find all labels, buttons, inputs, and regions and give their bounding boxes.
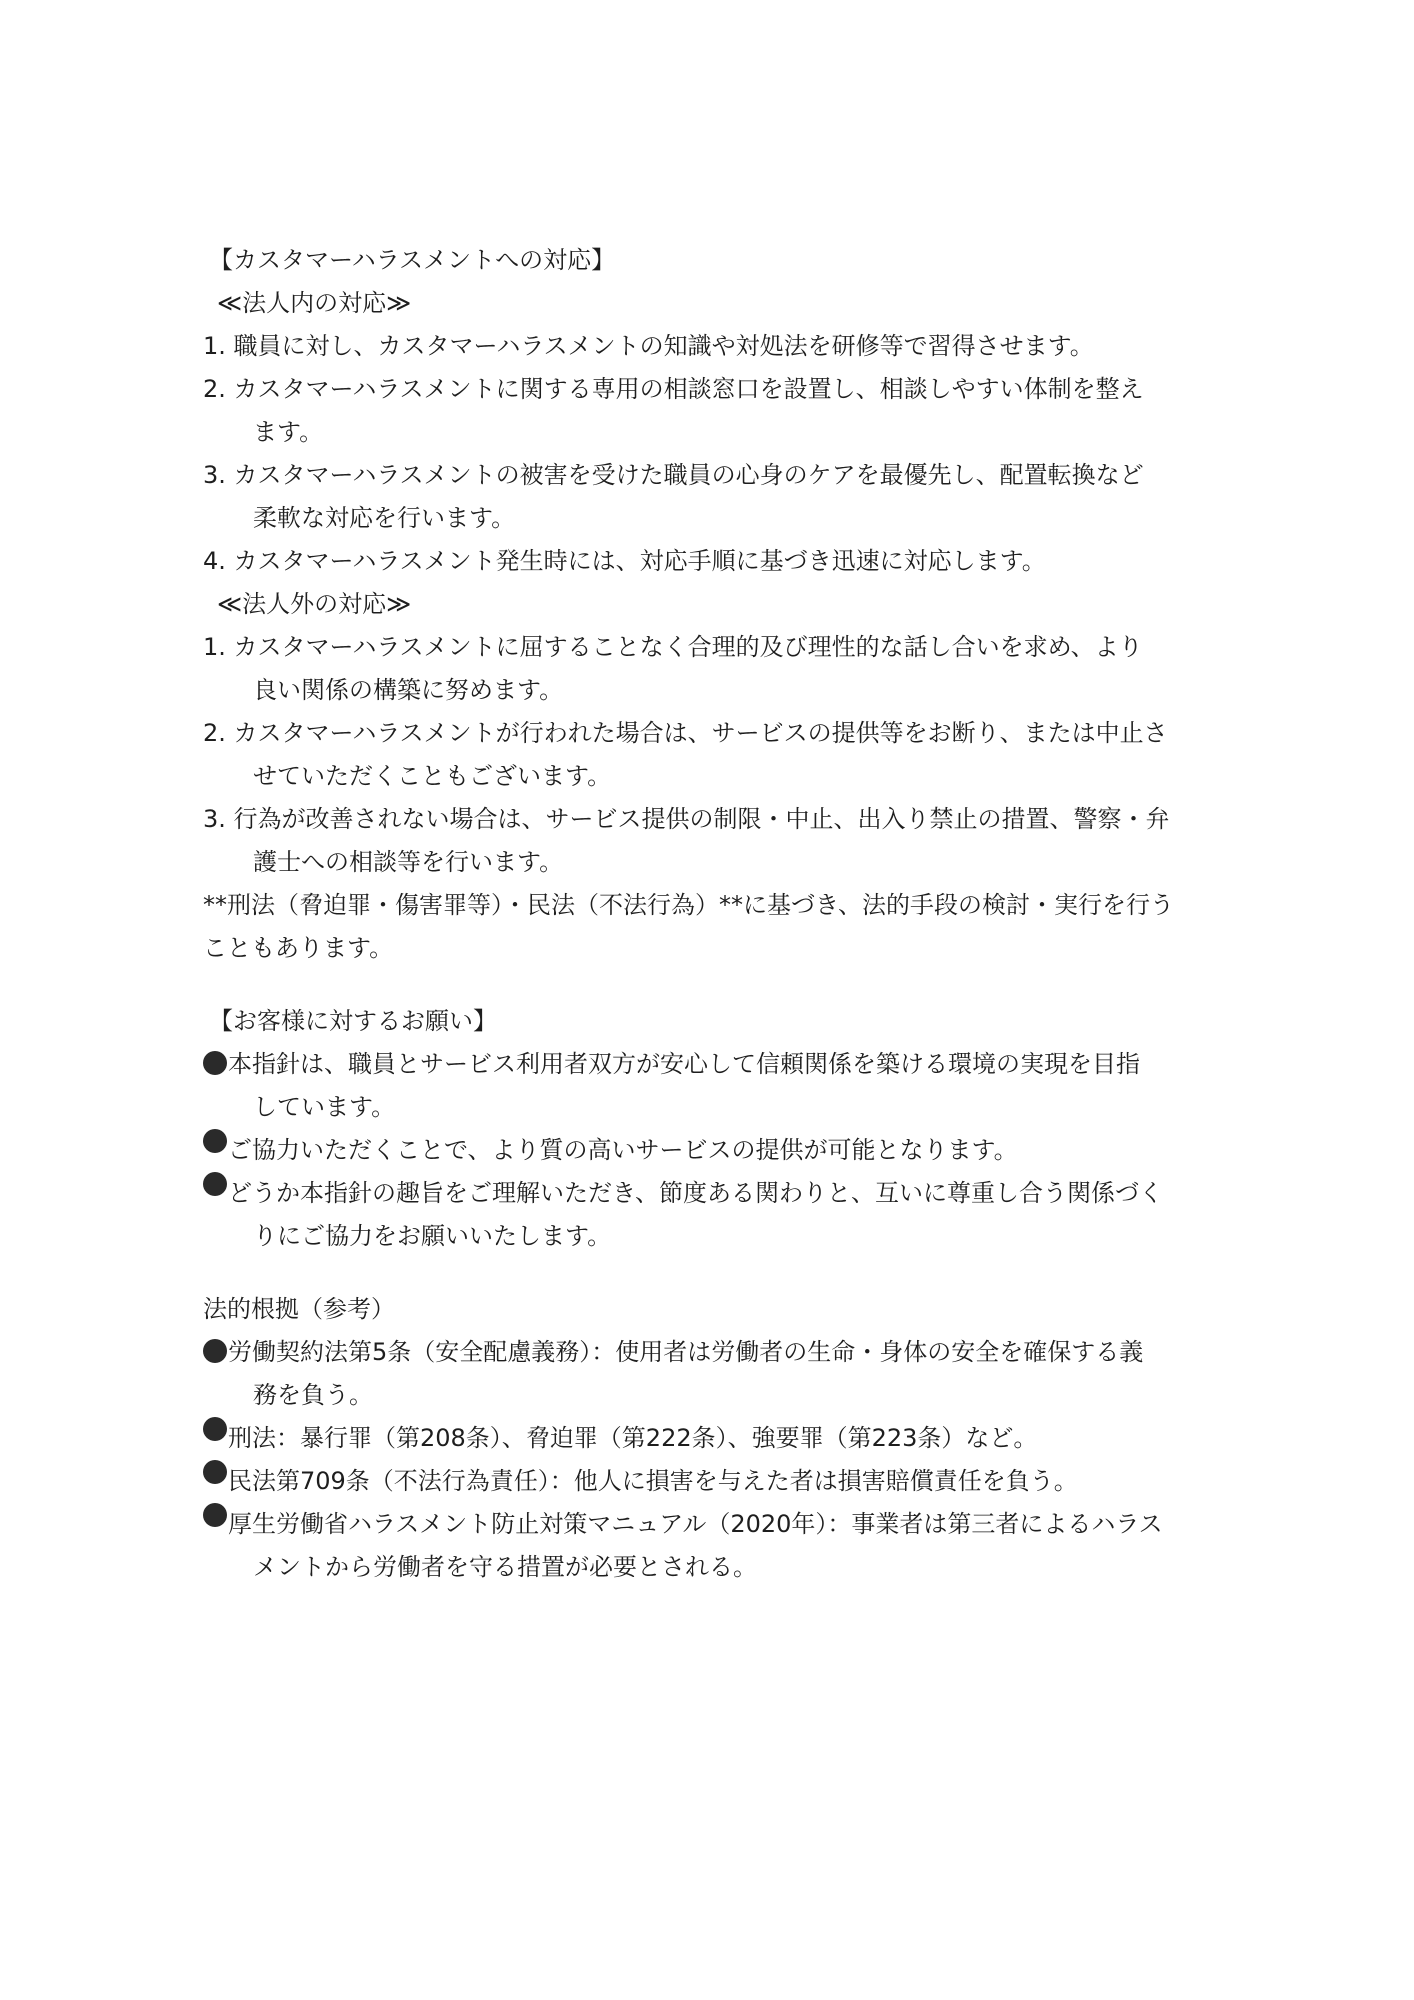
- internal-list: [203, 325, 1223, 583]
- subheading-external: ≪法人外の対応≫: [217, 590, 412, 618]
- list-item: [203, 1460, 1223, 1503]
- list-item: [203, 325, 1223, 368]
- list-item: [203, 368, 1223, 411]
- item-text: 労働契約法第5条（安全配慮義務）：使用者は労働者の生命・身体の安全を確保する義: [228, 1338, 1144, 1366]
- bullet-icon: [203, 1129, 227, 1153]
- item-text: カスタマーハラスメントに屈することなく合理的及び理性的な話し合いを求め、より: [233, 633, 1143, 661]
- bullet-icon: [203, 1417, 227, 1441]
- item-number: 1.: [203, 332, 226, 360]
- document-page: [203, 239, 1223, 1589]
- item-text: カスタマーハラスメントが行われた場合は、サービスの提供等をお断り、または中止さ: [233, 719, 1168, 747]
- item-text: カスタマーハラスメント発生時には、対応手順に基づき迅速に対応します。: [233, 547, 1046, 575]
- bullet-icon: [203, 1339, 227, 1363]
- item-text: カスタマーハラスメントの被害を受けた職員の心身のケアを最優先し、配置転換など: [233, 461, 1144, 489]
- spacer: [203, 970, 1223, 1000]
- list-item: [203, 540, 1223, 583]
- list-item: [203, 1043, 1223, 1086]
- item-number: 3.: [203, 805, 226, 833]
- item-text: 本指針は、職員とサービス利用者双方が安心して信頼関係を築ける環境の実現を目指: [228, 1050, 1140, 1078]
- item-text: カスタマーハラスメントに関する専用の相談窓口を設置し、相談しやすい体制を整え: [233, 375, 1144, 403]
- bullet-icon: [203, 1051, 227, 1075]
- item-text-continued: しています。: [253, 1093, 396, 1121]
- item-text-continued: メントから労働者を守る措置が必要とされる。: [253, 1553, 757, 1581]
- list-item: [203, 798, 1223, 841]
- external-list: [203, 626, 1223, 884]
- subheading-internal: ≪法人内の対応≫: [217, 289, 412, 317]
- item-text: 厚生労働省ハラスメント防止対策マニュアル（2020年）：事業者は第三者によるハラス: [228, 1510, 1163, 1538]
- item-text: ご協力いただくことで、より質の高いサービスの提供が可能となります。: [228, 1136, 1018, 1164]
- item-number: 2.: [203, 375, 226, 403]
- item-text-continued: 良い関係の構築に努めます。: [253, 676, 564, 704]
- list-item: [203, 1129, 1223, 1172]
- item-text-continued: 務を負う。: [253, 1381, 373, 1409]
- list-item: [203, 712, 1223, 755]
- item-text: 民法第709条（不法行為責任）：他人に損害を与えた者は損害賠償責任を負う。: [228, 1467, 1078, 1495]
- legal-basis-list: [203, 1331, 1223, 1589]
- section-title-legal-basis: 法的根拠（参考）: [203, 1295, 395, 1323]
- list-item: [203, 1331, 1223, 1374]
- item-number: 1.: [203, 633, 226, 661]
- item-text: 職員に対し、カスタマーハラスメントの知識や対処法を研修等で習得させます。: [233, 332, 1094, 360]
- item-text-continued: ます。: [253, 418, 324, 446]
- item-number: 3.: [203, 461, 226, 489]
- bullet-icon: [203, 1503, 227, 1527]
- bullet-icon: [203, 1172, 227, 1196]
- item-text-continued: 護士への相談等を行います。: [253, 848, 564, 876]
- item-text: 行為が改善されない場合は、サービス提供の制限・中止、出入り禁止の措置、警察・弁: [233, 805, 1170, 833]
- section-title-requests: 【お客様に対するお願い】: [209, 1007, 497, 1035]
- list-item: [203, 1417, 1223, 1460]
- section-title-customer-harassment: 【カスタマーハラスメントへの対応】: [209, 246, 616, 274]
- item-number: 2.: [203, 719, 226, 747]
- spacer: [203, 1258, 1223, 1288]
- item-text-continued: せていただくこともございます。: [253, 762, 612, 790]
- list-item: [203, 1172, 1223, 1215]
- list-item: [203, 1503, 1223, 1546]
- requests-list: [203, 1043, 1223, 1258]
- item-text-continued: 柔軟な対応を行います。: [253, 504, 516, 532]
- item-text: どうか本指針の趣旨をご理解いただき、節度ある関わりと、互いに尊重し合う関係づく: [228, 1179, 1164, 1207]
- legal-note-continued: こともあります。: [203, 934, 394, 962]
- legal-note: **刑法（脅迫罪・傷害罪等）・民法（不法行為）**に基づき、法的手段の検討・実行を行う: [203, 891, 1175, 919]
- list-item: [203, 626, 1223, 669]
- item-text: 刑法：暴行罪（第208条）、脅迫罪（第222条）、強要罪（第223条）など。: [228, 1424, 1038, 1452]
- list-item: [203, 454, 1223, 497]
- bullet-icon: [203, 1460, 227, 1484]
- item-number: 4.: [203, 547, 226, 575]
- item-text-continued: りにご協力をお願いいたします。: [253, 1222, 612, 1250]
